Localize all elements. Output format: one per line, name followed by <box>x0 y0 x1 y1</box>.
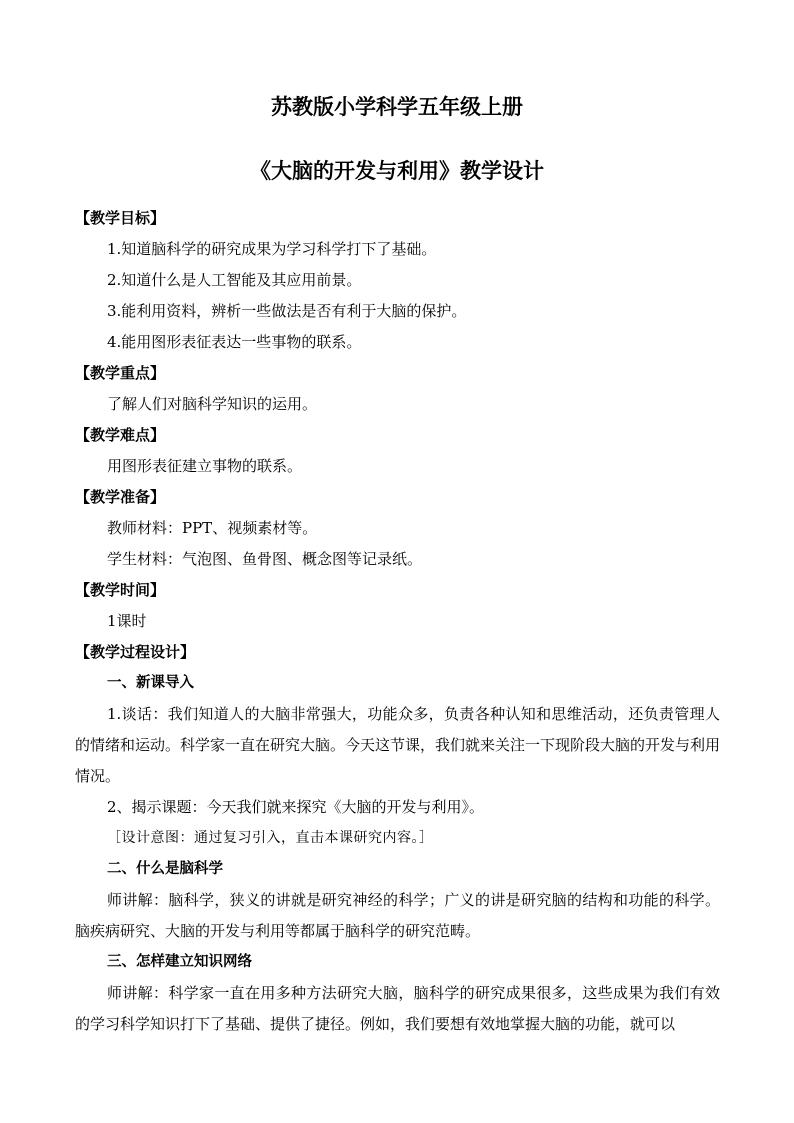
objective-item-2: 2.知道什么是人工智能及其应用前景。 <box>107 271 362 289</box>
key-points-heading: 【教学重点】 <box>75 364 166 382</box>
duration-heading: 【教学时间】 <box>75 581 166 599</box>
section1-paragraph-1: 1.谈话：我们知道人的大脑非常强大，功能众多，负责各种认知和思维活动，还负责管理人的情绪和运动。科学家一直在研究大脑。今天这节课，我们就来关注一下现阶段大脑的开发与利用情况。 <box>75 705 721 785</box>
key-points-text: 了解人们对脑科学知识的运用。 <box>107 395 318 413</box>
document-subtitle: 《大脑的开发与利用》教学设计 <box>250 159 544 183</box>
objective-item-1: 1.知道脑科学的研究成果为学习科学打下了基础。 <box>107 240 437 258</box>
student-materials: 学生材料：气泡图、鱼骨图、概念图等记录纸。 <box>107 550 423 568</box>
design-intent-note: ［设计意图：通过复习引入，直击本课研究内容。］ <box>107 830 434 846</box>
objectives-heading: 【教学目标】 <box>75 209 166 227</box>
section1-title: 一、新课导入 <box>107 675 194 691</box>
document-body <box>75 203 720 1040</box>
objective-item-3: 3.能利用资料，辨析一些做法是否有利于大脑的保护。 <box>107 302 467 320</box>
section2-title: 二、什么是脑科学 <box>107 861 223 877</box>
difficulties-heading: 【教学难点】 <box>75 426 166 444</box>
objective-item-4: 4.能用图形表征表达一些事物的联系。 <box>107 333 362 351</box>
section1-paragraph-2: 2、揭示课题：今天我们就来探究《大脑的开发与利用》。 <box>107 798 485 816</box>
document-title: 苏教版小学科学五年级上册 <box>271 95 523 119</box>
section3-title: 三、怎样建立知识网络 <box>107 954 252 970</box>
difficulties-text: 用图形表征建立事物的联系。 <box>107 457 303 475</box>
process-heading: 【教学过程设计】 <box>75 643 196 661</box>
section3-paragraph-1: 师讲解：科学家一直在用多种方法研究大脑，脑科学的研究成果很多，这些成果为我们有效的学习科学知识打下了基础、提供了捷径。例如，我们要想有效地掌握大脑的功能，就可以 <box>75 984 720 1033</box>
teacher-materials: 教师材料：PPT、视频素材等。 <box>107 519 318 537</box>
preparation-heading: 【教学准备】 <box>75 488 166 506</box>
duration-text: 1课时 <box>107 612 147 630</box>
section2-paragraph-1: 师讲解：脑科学，狭义的讲就是研究神经的科学；广义的讲是研究脑的结构和功能的科学。脑疾病研究、大脑的开发与利用等都属于脑科学的研究范畴。 <box>75 891 720 940</box>
